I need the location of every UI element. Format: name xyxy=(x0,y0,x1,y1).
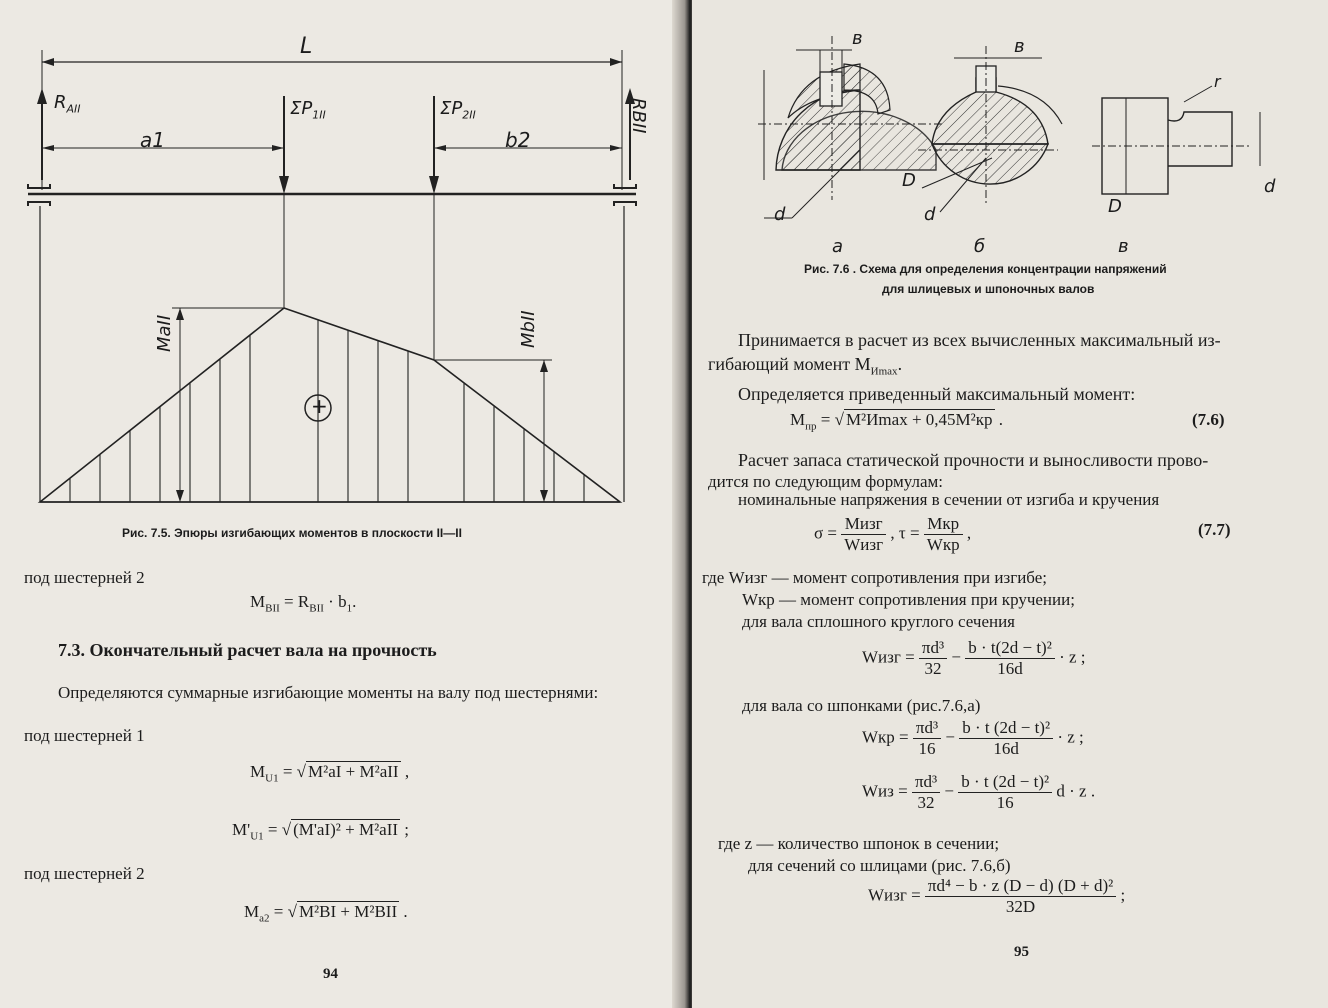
label-RB: RBII xyxy=(628,98,649,134)
label-a1: a1 xyxy=(140,128,165,152)
label-d-a: d xyxy=(774,204,786,225)
section-heading: 7.3. Окончательный расчет вала на прочность xyxy=(58,640,437,660)
label-P2: $\Sigma P_{2II}$ xyxy=(440,98,476,122)
figure-7-6-caption-line1: Рис. 7.6 . Схема для определения концентрации напряжений xyxy=(804,262,1167,276)
definition-Wizg: где Wизг — момент сопротивления при изгибе; xyxy=(702,568,1047,587)
figure-7-6-diagram xyxy=(692,0,1328,260)
formula-MB: $M_{BII} = R_{BII} \cdot b_1$. xyxy=(250,592,357,615)
page-number-right: 95 xyxy=(1014,944,1029,960)
equation-number-7-7: (7.7) xyxy=(1198,520,1231,539)
label-d-b: d xyxy=(924,204,936,225)
label-d-v: d xyxy=(1264,176,1276,197)
paragraph-calc-1: Расчет запаса статической прочности и выносливости прово- xyxy=(738,450,1209,470)
paragraph-reduced-moment: Определяется приведенный максимальный момент: xyxy=(738,384,1136,404)
label-r: r xyxy=(1214,72,1221,91)
label-b-b: в xyxy=(1014,36,1025,57)
paragraph-1: Определяются суммарные изгибающие моменты на валу под шестернями: xyxy=(58,683,599,702)
plus-sign: + xyxy=(311,394,328,418)
formula-Ma2: $M_{a2}$ = √ M²BI + M²BII . xyxy=(244,902,408,925)
label-b-a: в xyxy=(852,28,863,49)
definition-Wkr: Wкр — момент сопротивления при кручении; xyxy=(742,590,1075,609)
definition-z: где z — количество шпонок в сечении; xyxy=(718,834,1000,853)
paragraph-max-moment-2: гибающий момент $М_{Иmax}$. xyxy=(708,354,903,378)
figure-7-5-caption: Рис. 7.5. Эпюры изгибающих моментов в плоскости II—II xyxy=(122,526,462,540)
label-RA: $R_{AII}$ xyxy=(54,92,81,116)
paragraph-nominal-stress: номинальные напряжения в сечении от изгиба и кручения xyxy=(738,490,1160,509)
label-D-v: D xyxy=(1108,196,1122,217)
text-under-gear2-top: под шестерней 2 xyxy=(24,568,145,587)
text-splined-shaft: для сечений со шлицами (рис. 7.6,б) xyxy=(748,856,1011,875)
label-b: б xyxy=(974,236,986,257)
label-b2: b2 xyxy=(505,128,531,152)
formula-Wiz: Wиз = $\frac{\text{πd³}}{32}$ − $\frac{\text{b · t (2d − t)²}}{16}$ d · z . xyxy=(862,772,1096,812)
formula-Wizg-solid: Wизг = $\frac{\text{πd³}}{32}$ − $\frac{\text{b · t(2d − t)²}}{16d}$ · z ; xyxy=(862,638,1086,678)
label-P1: $\Sigma P_{1II}$ xyxy=(290,98,326,122)
figure-7-5-diagram xyxy=(0,0,688,520)
formula-Mpr: $М_{пр}$ = √ M²Иmax + 0,45M²кр . xyxy=(790,410,1004,433)
page-number-left: 94 xyxy=(323,966,338,982)
formula-sigma-tau: σ = $\frac{\text{Mизг}}{\text{Wизг}}$ , τ = $\frac{\text{Mкр}}{\text{Wкр}}$ , xyxy=(814,514,972,554)
text-under-gear1: под шестерней 1 xyxy=(24,726,145,745)
formula-Mu1-prime: $M'_{U1}$ = √ (M'aI)² + M²aII ; xyxy=(232,820,410,843)
formula-Mu1: $M_{U1}$ = √ M²aI + M²aII , xyxy=(250,762,410,785)
formula-Wkr: Wкр = $\frac{\text{πd³}}{16}$ − $\frac{\text{b · t (2d − t)²}}{16d}$ · z ; xyxy=(862,718,1084,758)
text-under-gear2-bottom: под шестерней 2 xyxy=(24,864,145,883)
paragraph-calc-2: дится по следующим формулам: xyxy=(708,472,944,491)
label-a: а xyxy=(832,236,844,257)
text-keyed-shaft: для вала со шпонками (рис.7.6,а) xyxy=(742,696,981,715)
definition-solid-shaft: для вала сплошного круглого сечения xyxy=(742,612,1016,631)
figure-7-6-caption-line2: для шлицевых и шпоночных валов xyxy=(882,282,1095,296)
equation-number-7-6: (7.6) xyxy=(1192,410,1225,429)
label-Ma: MaII xyxy=(154,314,175,352)
paragraph-max-moment-1: Принимается в расчет из всех вычисленных максимальный из- xyxy=(738,330,1221,350)
label-v: в xyxy=(1118,236,1129,257)
formula-Wizg-spline: Wизг = $\frac{\text{πd⁴ − b · z (D − d) (D + d)²}}{32D}$ ; xyxy=(868,876,1126,916)
right-page xyxy=(692,0,1328,1008)
label-Mb: MbII xyxy=(518,310,539,348)
label-D-b: D xyxy=(902,170,916,191)
label-L: L xyxy=(300,34,313,59)
